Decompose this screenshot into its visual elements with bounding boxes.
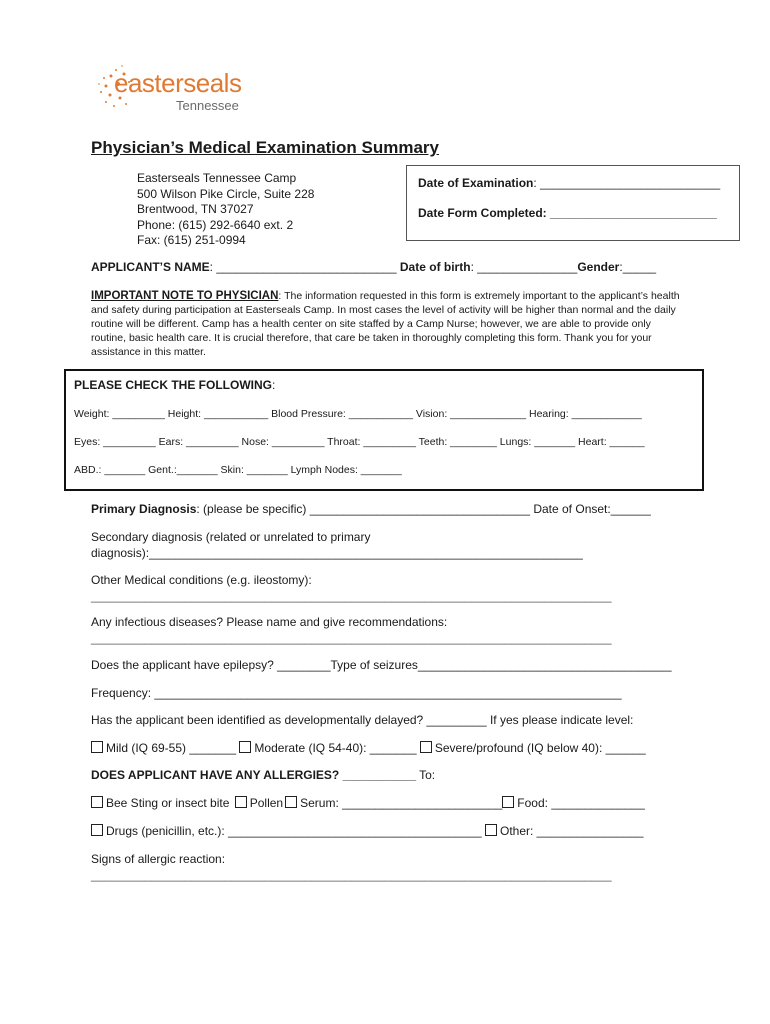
check-heading-colon: :: [272, 378, 276, 392]
gender-label: Gender: [577, 260, 620, 274]
serum-checkbox[interactable]: [285, 796, 297, 808]
serum-label: Serum: ________________________: [300, 796, 503, 810]
camp-address: [137, 171, 314, 249]
severe-label: Severe/profound (IQ below 40): ______: [434, 741, 646, 755]
bee-sting-checkbox[interactable]: [91, 796, 103, 808]
vitals-row[interactable]: Weight: _________ Height: ___________ Blood Pressure: ___________ Vision: _____________ Hearing: ____________: [74, 408, 642, 420]
allergy-drugs-row: [91, 824, 643, 838]
dob-field[interactable]: : _______________: [470, 260, 578, 274]
drugs-checkbox[interactable]: [91, 824, 103, 836]
applicant-line: [91, 260, 656, 274]
check-heading: [74, 378, 275, 392]
allergic-signs-field[interactable]: ______________________________________________________________________________: [91, 868, 612, 882]
other-allergy-label: Other: ________________: [500, 824, 644, 838]
infectious-field[interactable]: ______________________________________________________________________________: [91, 631, 612, 645]
secondary-diagnosis-field[interactable]: diagnosis):_________________________________________________________________: [91, 546, 583, 560]
mild-checkbox[interactable]: [91, 741, 103, 753]
pollen-label: Pollen: [249, 796, 284, 810]
exam-row[interactable]: Eyes: _________ Ears: _________ Nose: _________ Throat: _________ Teeth: ________ Lungs: _______ Heart: ______: [74, 436, 645, 448]
page-title: Physician’s Medical Examination Summary: [91, 138, 440, 157]
address-line: Fax: (615) 251-0994: [137, 233, 246, 247]
severe-checkbox[interactable]: [420, 741, 432, 753]
food-checkbox[interactable]: [502, 796, 514, 808]
secondary-diagnosis-label: Secondary diagnosis (related or unrelated to primary: [91, 530, 371, 544]
logo-region: Tennessee: [176, 98, 239, 113]
iq-level-row: [91, 741, 646, 755]
address-line: Easterseals Tennessee Camp: [137, 171, 297, 185]
moderate-label: Moderate (IQ 54-40): _______: [254, 741, 417, 755]
abd-row[interactable]: ABD.: _______ Gent.:_______ Skin: _______ Lymph Nodes: _______: [74, 464, 402, 476]
note-heading: IMPORTANT NOTE TO PHYSICIAN: [91, 290, 279, 302]
exam-date-field[interactable]: [418, 176, 720, 190]
primary-diagnosis-line: : (please be specific) _________________________________ Date of Onset:______: [196, 502, 651, 516]
other-conditions-label: Other Medical conditions (e.g. ileostomy):: [91, 573, 312, 587]
other-allergy-checkbox[interactable]: [485, 824, 497, 836]
primary-diagnosis-field[interactable]: [91, 502, 651, 516]
allergies-to-label: To:: [419, 768, 436, 782]
form-completed-field[interactable]: Date Form Completed: _________________________: [418, 206, 717, 220]
pollen-checkbox[interactable]: [235, 796, 247, 808]
gender-field[interactable]: :_____: [619, 260, 657, 274]
moderate-checkbox[interactable]: [239, 741, 251, 753]
logo-wordmark: easterseals: [114, 68, 242, 98]
allergic-signs-label: Signs of allergic reaction:: [91, 852, 226, 866]
applicant-name-field[interactable]: : ___________________________: [209, 260, 397, 274]
exam-date-line: : ___________________________: [533, 176, 721, 190]
allergy-types-row: [91, 796, 645, 810]
note-body: : The information requested in this form is extremely important to the applicant’s health and safety during participation at Easterseals Camp. In most cases the level of activity will be higher than normal and the daily routine will be different. Camp has a health center on site staffed by a Camp Nurse; however, we are able to provide only routine, basic health care. It is crucial therefore, that care be taken in thoroughly completing this form. Thank you for your assistance in this matter.: [91, 290, 680, 358]
date-box: [406, 165, 740, 241]
applicant-name-label: APPLICANT’S NAME: [91, 260, 210, 274]
allergies-heading-row: [91, 768, 435, 782]
food-label: Food: ______________: [517, 796, 645, 810]
check-following-box: [64, 369, 704, 491]
easterseals-logo: [96, 62, 256, 118]
bee-sting-label: Bee Sting or insect bite: [106, 796, 230, 810]
address-line: Brentwood, TN 37027: [137, 202, 254, 216]
drugs-label: Drugs (penicillin, etc.): ______________________________________: [106, 824, 482, 838]
epilepsy-field[interactable]: Does the applicant have epilepsy? ________Type of seizures______________________________________: [91, 658, 672, 672]
allergies-heading[interactable]: DOES APPLICANT HAVE ANY ALLERGIES? ___________: [91, 768, 416, 782]
mild-label: Mild (IQ 69-55) _______: [106, 741, 237, 755]
exam-date-label: Date of Examination: [418, 176, 534, 190]
delayed-field[interactable]: Has the applicant been identified as developmentally delayed? _________ If yes please indicate level:: [91, 713, 634, 727]
primary-diagnosis-label: Primary Diagnosis: [91, 502, 197, 516]
infectious-label: Any infectious diseases? Please name and give recommendations:: [91, 615, 448, 629]
frequency-field[interactable]: Frequency: ______________________________________________________________________: [91, 686, 622, 700]
dob-label: Date of birth: [399, 260, 471, 274]
address-line: Phone: (615) 292-6640 ext. 2: [137, 217, 294, 232]
check-heading-text: PLEASE CHECK THE FOLLOWING: [74, 378, 272, 392]
other-conditions-field[interactable]: ______________________________________________________________________________: [91, 589, 612, 603]
address-line: 500 Wilson Pike Circle, Suite 228: [137, 186, 315, 201]
physician-note: [91, 289, 681, 359]
